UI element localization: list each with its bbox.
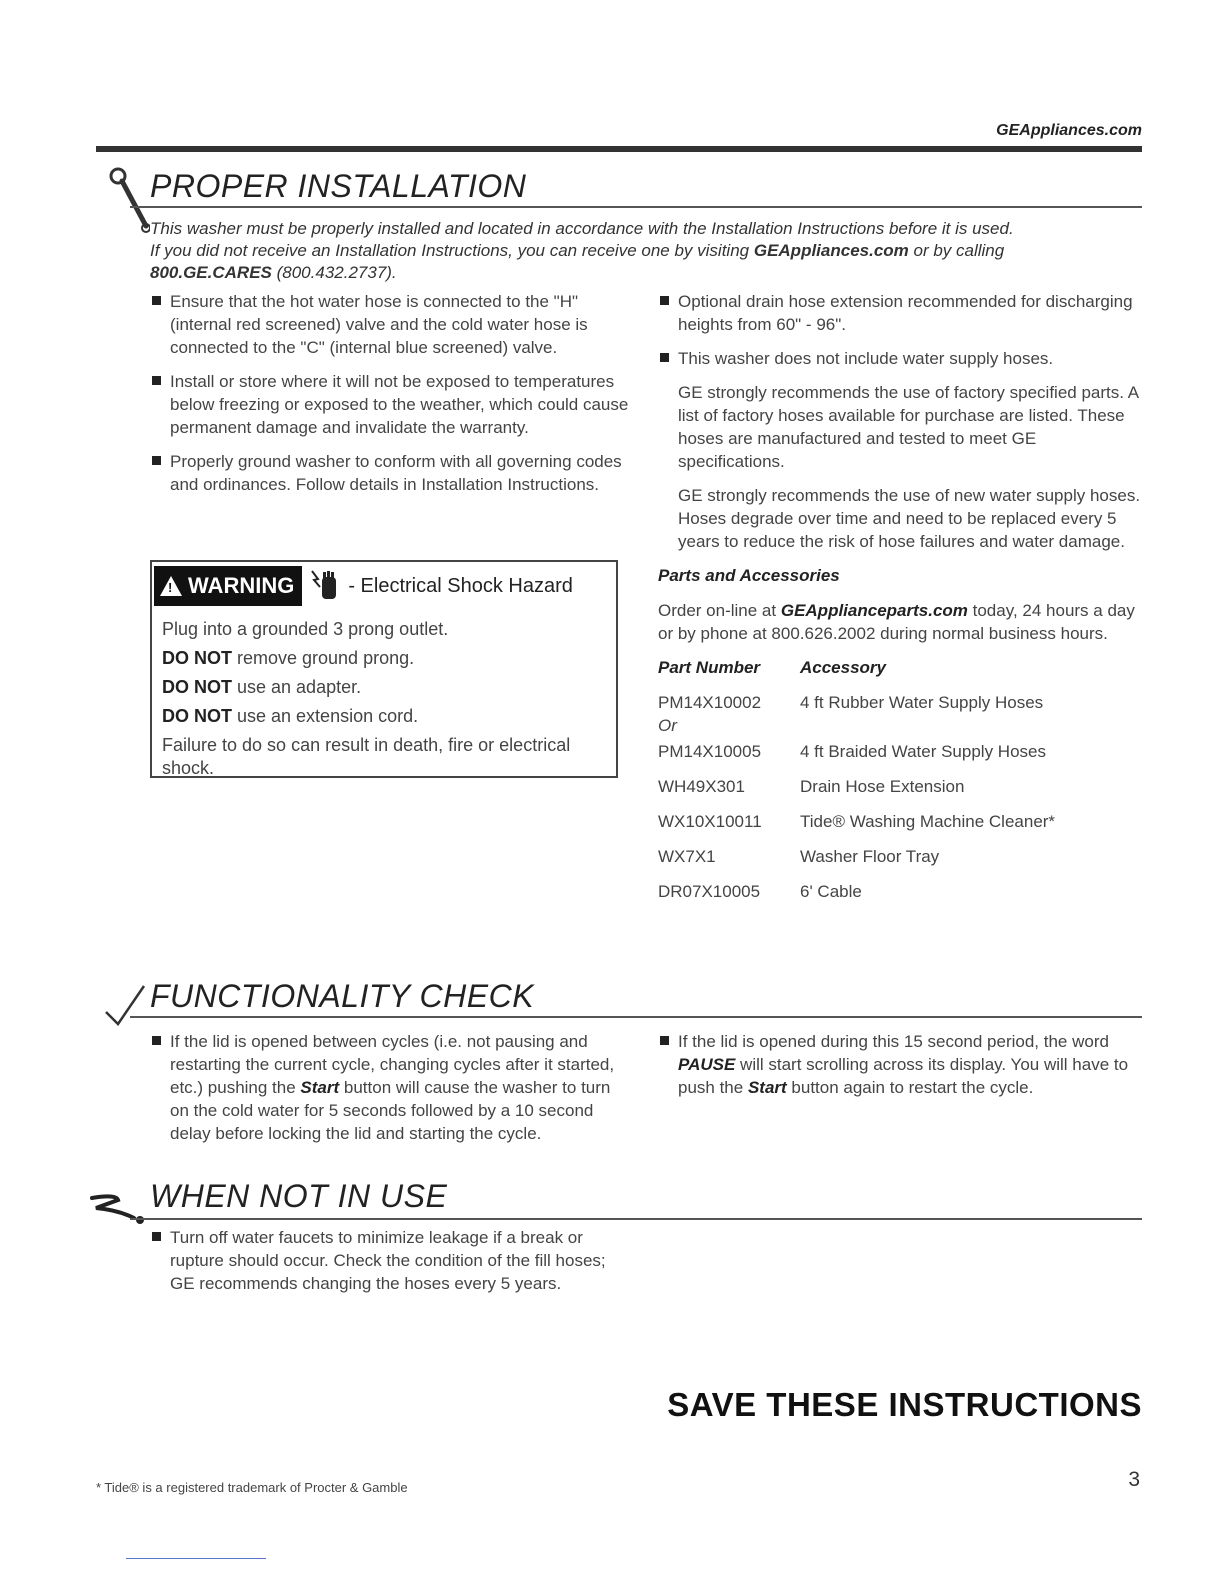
- start-label: Start: [747, 1078, 787, 1097]
- parts-table: [658, 656, 1055, 915]
- functionality-text-post: button will cause the washer to turn on the cold water for 5 seconds followed by a 10 second delay before locking the lid and starting the cycle.: [170, 1078, 611, 1143]
- header-rule: [96, 146, 1142, 152]
- intro-line-2: [150, 240, 1140, 262]
- install-bullet-ground: Properly ground washer to conform with all governing codes and ordinances. Follow details in Installation Instructions.: [150, 450, 632, 496]
- faucet-icon: [88, 1190, 150, 1230]
- page-number: 3: [1128, 1468, 1140, 1491]
- tide-footnote: * Tide® is a registered trademark of Procter & Gamble: [96, 1480, 408, 1495]
- save-instructions-heading: SAVE THESE INSTRUCTIONS: [667, 1386, 1142, 1423]
- intro-line-3: [150, 262, 1140, 284]
- accessory-header: Accessory: [800, 658, 887, 677]
- part-number: WH49X301: [658, 777, 745, 796]
- parts-accessories-heading: Parts and Accessories: [658, 566, 840, 585]
- functionality-left-column: [150, 1030, 624, 1156]
- wrench-icon: [106, 166, 150, 236]
- accessory-name: [800, 714, 1055, 740]
- install-bullet-no-hoses: This washer does not include water supply hoses.: [658, 347, 1142, 370]
- warning-line-4: [162, 705, 610, 728]
- warning-triangle-icon: !: [160, 576, 182, 596]
- start-label: Start: [300, 1078, 340, 1097]
- accessory-name: 4 ft Braided Water Supply Hoses: [800, 742, 1046, 761]
- do-not-label: DO NOT: [162, 648, 232, 668]
- order-paragraph: [658, 599, 1142, 645]
- functionality-bullet-pause: [658, 1030, 1142, 1099]
- install-bullet-storage: Install or store where it will not be exposed to temperatures below freezing or exposed to the weather, which could cause permanent damage and invalidate the warranty.: [150, 370, 632, 439]
- warning-title: - Electrical Shock Hazard: [348, 574, 573, 597]
- bottom-link-line: [126, 1558, 266, 1559]
- checkmark-icon: [104, 984, 150, 1028]
- warning-line-5: Failure to do so can result in death, fire or electrical shock.: [162, 735, 571, 778]
- install-bullet-hoses: Ensure that the hot water hose is connected to the "H" (internal red screened) valve and the cold water hose is connected to the "C" (internal blue screened) valve.: [150, 290, 632, 359]
- installation-intro: [150, 218, 1140, 284]
- pause-label: PAUSE: [678, 1055, 736, 1074]
- warning-instructions: [162, 618, 610, 786]
- do-not-label: DO NOT: [162, 706, 232, 726]
- warning-line-2-text: remove ground prong.: [232, 648, 415, 668]
- intro-phone-number: (800.432.2737).: [271, 263, 397, 282]
- intro-site-link[interactable]: GEAppliances.com: [753, 241, 909, 260]
- warning-line-3-text: use an adapter.: [232, 677, 362, 697]
- warning-line-4-text: use an extension cord.: [232, 706, 419, 726]
- part-number: PM14X10005: [658, 742, 762, 761]
- functionality-check-title: FUNCTIONALITY CHECK: [150, 978, 535, 1014]
- intro-phone-bold: 800.GE.CARES: [150, 263, 272, 282]
- order-text: Order on-line at: [658, 601, 781, 620]
- accessory-name: Tide® Washing Machine Cleaner*: [800, 812, 1056, 831]
- part-number: WX7X1: [658, 847, 716, 866]
- when-not-in-use-title: WHEN NOT IN USE: [150, 1178, 448, 1214]
- site-url: GEAppliances.com: [996, 122, 1142, 139]
- part-number: PM14X10002: [658, 693, 762, 712]
- do-not-label: DO NOT: [162, 677, 232, 697]
- proper-installation-title: PROPER INSTALLATION: [150, 168, 527, 204]
- accessory-name: Drain Hose Extension: [800, 777, 965, 796]
- accessory-name: Washer Floor Tray: [800, 847, 940, 866]
- pause-text-mid: will start scrolling across its display. You will have to push the: [678, 1055, 1129, 1097]
- parts-site-link[interactable]: GEApplianceparts.com: [780, 601, 968, 620]
- when-not-in-use-rule: [130, 1218, 1142, 1220]
- new-hoses-paragraph: GE strongly recommends the use of new water supply hoses. Hoses degrade over time and need to be replaced every 5 years to reduce the risk of hose failures and water damage.: [678, 486, 1141, 551]
- warning-line-2: [162, 647, 610, 670]
- installation-right-column: [658, 290, 1142, 915]
- functionality-check-rule: [130, 1016, 1142, 1018]
- part-number-header: Part Number: [658, 658, 761, 677]
- accessory-name: 6' Cable: [800, 882, 862, 901]
- faucet-bullet: Turn off water faucets to minimize leakage if a break or rupture should occur. Check the condition of the fill hoses; GE recommends changing the hoses every 5 years.: [150, 1226, 624, 1295]
- warning-line-1: Plug into a grounded 3 prong outlet.: [162, 619, 449, 639]
- order-text-post: today, 24 hours a day or by phone at 800.626.2002 during normal business hours.: [658, 601, 1135, 643]
- table-row: [658, 691, 1055, 714]
- warning-header: [154, 564, 573, 608]
- warning-badge-text: WARNING: [188, 573, 295, 598]
- proper-installation-rule: [130, 206, 1142, 208]
- table-row: [658, 714, 1055, 740]
- functionality-bullet-start: [150, 1030, 624, 1145]
- intro-text-mid: or by calling: [908, 241, 1005, 260]
- table-row: [658, 775, 1055, 810]
- part-number: WX10X10011: [658, 812, 762, 831]
- part-number-or: Or: [658, 716, 677, 735]
- warning-line-3: [162, 676, 610, 699]
- intro-line-1: This washer must be properly installed and located in accordance with the Installation Instructions before it is used.: [150, 219, 1014, 238]
- functionality-right-column: [658, 1030, 1142, 1110]
- electric-hand-icon: [310, 569, 340, 603]
- installation-left-column: [150, 290, 632, 507]
- pause-text: If the lid is opened during this 15 second period, the word: [678, 1032, 1109, 1051]
- parts-table-header: [658, 656, 1055, 691]
- functionality-text: If the lid is opened between cycles (i.e. not pausing and restarting the current cycle, changing cycles after it started, etc.) pushing the: [170, 1032, 615, 1097]
- table-row: [658, 880, 1055, 915]
- when-not-in-use-column: [150, 1226, 624, 1306]
- part-number: DR07X10005: [658, 882, 761, 901]
- table-row: [658, 845, 1055, 880]
- table-row: [658, 810, 1055, 845]
- warning-badge: [154, 566, 302, 606]
- table-row: [658, 740, 1055, 775]
- pause-text-post: button again to restart the cycle.: [786, 1078, 1034, 1097]
- electrical-shock-warning: [150, 560, 618, 778]
- intro-text: If you did not receive an Installation Instructions, you can receive one by visiting: [150, 241, 754, 260]
- accessory-name: 4 ft Rubber Water Supply Hoses: [800, 693, 1044, 712]
- factory-parts-paragraph: GE strongly recommends the use of factory specified parts. A list of factory hoses available for purchase are listed. These hoses are manufactured and tested to meet GE specifications.: [678, 383, 1139, 471]
- install-bullet-drain: Optional drain hose extension recommended for discharging heights from 60" - 96".: [658, 290, 1142, 336]
